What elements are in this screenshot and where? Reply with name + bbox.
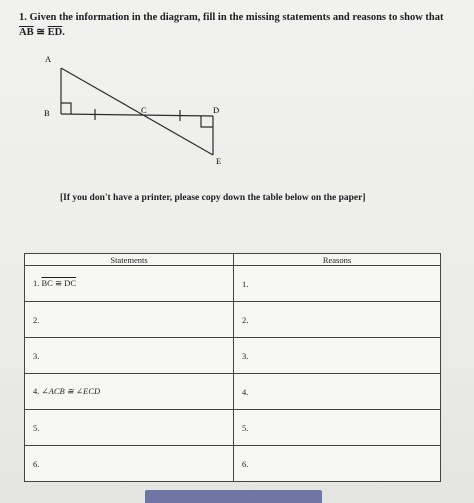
segment-ed: $\overline{ED}$ [47,27,63,38]
triangle-diagram [0,0,474,200]
reason-number: 5. [242,422,249,433]
reason-number: 6. [242,458,249,469]
header-row [25,254,441,266]
blue-banner [145,490,322,503]
statement-number: 1. [33,278,40,288]
statement-number: 5. [33,422,40,433]
segment-ab: $\overline{AB}$ [19,27,34,38]
segment-ae-line [61,68,213,155]
statement-number: 2. [33,314,40,325]
table-row [25,410,441,446]
reason-cell[interactable] [234,446,441,482]
reason-cell[interactable] [234,266,441,302]
statements-header: Statements [25,254,234,266]
statement-cell[interactable] [25,374,234,410]
label-c: C [141,105,147,115]
reason-number: 4. [242,386,249,397]
proof-table [24,253,441,482]
right-angle-b [61,103,71,114]
question-title: 1. Given the information in the diagram, fill in the missing statements and reasons to show that [19,12,444,23]
statement-cell[interactable] [25,302,234,338]
segment-bd-line [61,114,213,116]
reason-cell[interactable] [234,302,441,338]
statement-number: 6. [33,458,40,469]
given-period: . [62,27,65,38]
table-row [25,302,441,338]
reason-number: 1. [242,278,249,289]
printer-note: [If you don't have a printer, please copy down the table below on the paper] [60,193,366,203]
statement-cell[interactable] [25,266,234,302]
table-row [25,374,441,410]
congruent-symbol: ≅ [33,27,48,38]
statement-cell[interactable] [25,410,234,446]
statement-cell[interactable] [25,446,234,482]
statement-number: 3. [33,350,40,361]
statement-text: BC ≅ DC [41,278,77,288]
reasons-header: Reasons [234,254,441,266]
statement-text: ∠ACB ≅ ∠ECD [41,386,101,396]
label-e: E [216,156,222,166]
reason-number: 2. [242,314,249,325]
right-angle-d [201,116,213,127]
reason-number: 3. [242,350,249,361]
statement-number: 4. [33,386,40,396]
table-row [25,446,441,482]
label-b: B [44,108,50,118]
statement-cell[interactable] [25,338,234,374]
label-d: D [213,105,220,115]
label-a: A [45,54,52,64]
reason-cell[interactable] [234,410,441,446]
table-row [25,338,441,374]
reason-cell[interactable] [234,374,441,410]
reason-cell[interactable] [234,338,441,374]
table-row [25,266,441,302]
